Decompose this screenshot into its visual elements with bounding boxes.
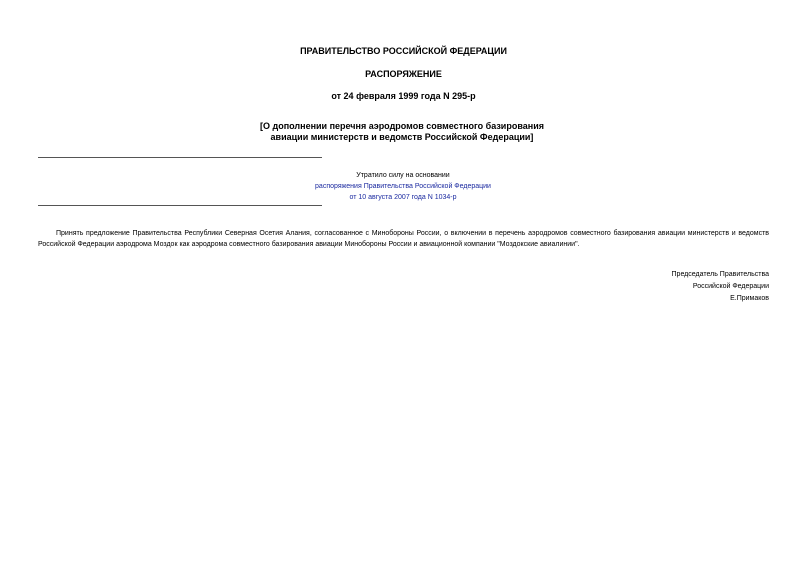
document-title-line-1: [О дополнении перечня аэродромов совместного базирования [260, 121, 544, 131]
separator-top [38, 157, 322, 158]
repeal-reference-link-line-1[interactable]: распоряжения Правительства Российской Федерации [315, 183, 491, 190]
document-title-line-2: авиации министерств и ведомств Российской Федерации] [270, 132, 534, 142]
signatory-name: Е.Примаков [730, 295, 769, 302]
signature-block [672, 269, 769, 305]
document-date-number: от 24 февраля 1999 года N 295-р [331, 91, 476, 101]
body-paragraph: Принять предложение Правительства Республики Северная Осетия Алания, согласованное с Минобороны России, о включении в перечень аэродромов совместного базирования авиации министерств и ведомств Российской Федерации аэродрома Моздок как аэродрома совместного базирования авиации Минобороны России и авиационной компании "Моздокские авиалинии". [38, 230, 769, 248]
status-note-text: Утратило силу на основании [356, 172, 450, 179]
document-type: РАСПОРЯЖЕНИЕ [365, 69, 442, 79]
signatory-position-line-2: Российской Федерации [692, 283, 769, 290]
issuing-authority: ПРАВИТЕЛЬСТВО РОССИЙСКОЙ ФЕДЕРАЦИИ [300, 46, 507, 56]
repeal-reference-link-line-2[interactable]: от 10 августа 2007 года N 1034-р [349, 194, 457, 201]
status-note [240, 170, 566, 203]
separator-bottom [38, 205, 322, 206]
signatory-position-line-1: Председатель Правительства [671, 271, 769, 278]
document-title [200, 121, 604, 143]
